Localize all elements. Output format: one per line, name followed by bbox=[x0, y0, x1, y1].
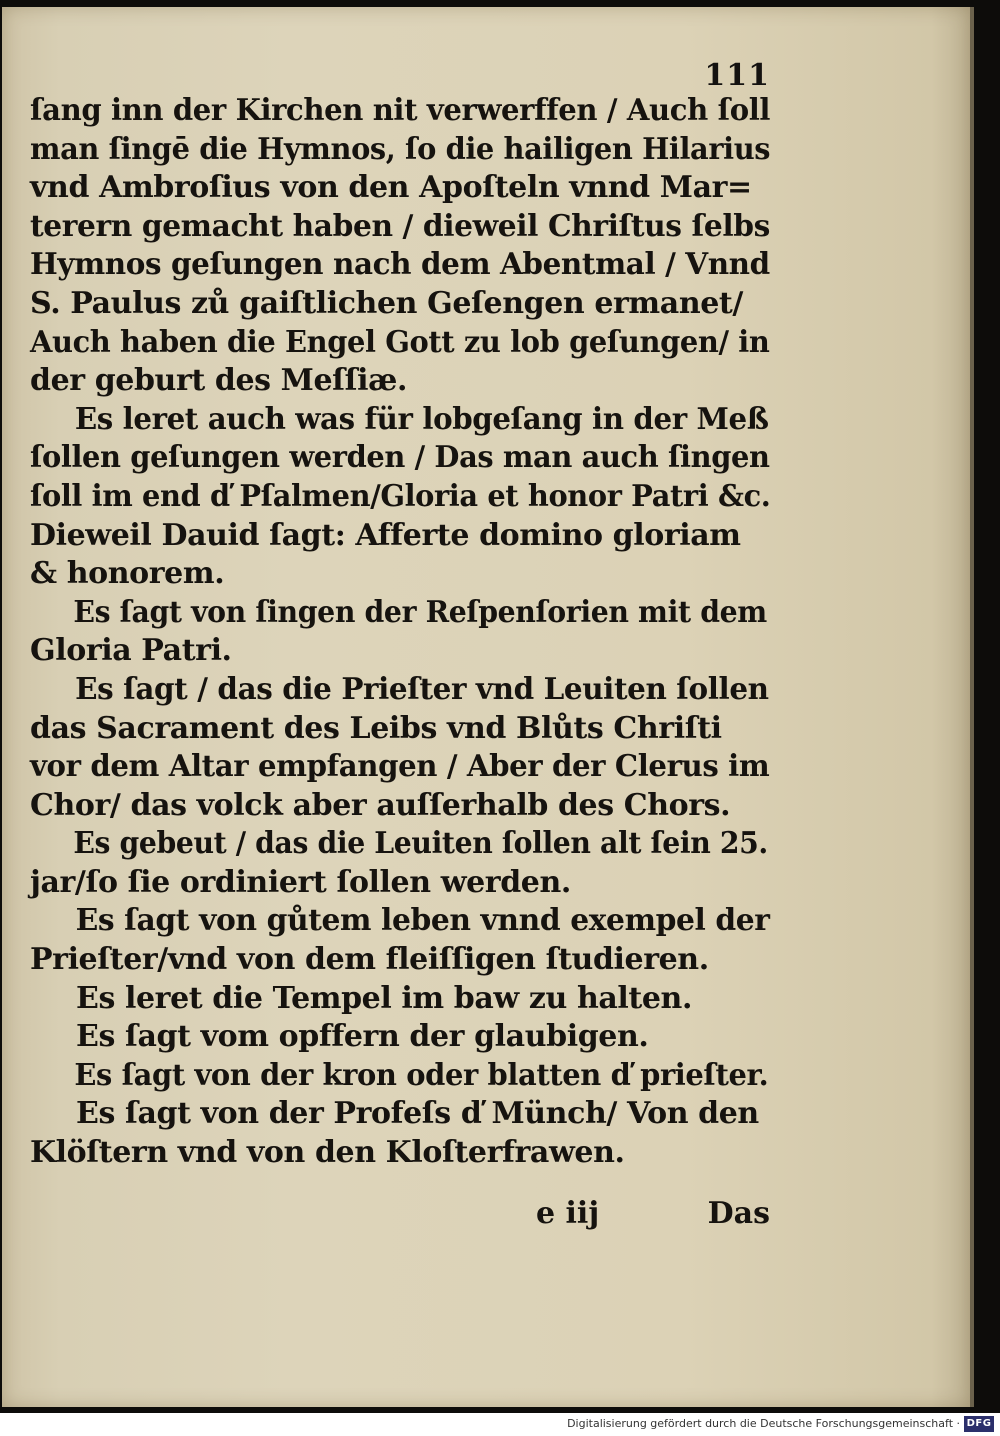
text-line: Es leret die Tempel im baw zu halten. bbox=[76, 980, 693, 1016]
text-line: Es ſagt / das die Prieſter vnd Leuiten ſollen bbox=[75, 671, 769, 707]
text-block bbox=[30, 92, 770, 1173]
page-footer bbox=[30, 1196, 770, 1236]
credit-text: Digitalisierung gefördert durch die Deutsche Forschungsgemeinschaft · bbox=[567, 1417, 960, 1430]
text-line: das Sacrament des Leibs vnd Blůts Chriſti bbox=[30, 710, 722, 746]
text-line: ſoll im end ď Pſalmen/Gloria et honor Patri &c. bbox=[30, 478, 771, 514]
signature-mark: e iij bbox=[536, 1196, 600, 1231]
text-line: Hymnos geſungen nach dem Abentmal / Vnnd bbox=[30, 247, 770, 283]
text-line: Es ſagt von ſingen der Reſpenſorien mit dem bbox=[73, 594, 767, 630]
credit-bar bbox=[0, 1413, 1000, 1436]
text-line: vnd Ambroſius von den Apoſteln vnnd Mar= bbox=[30, 170, 752, 206]
dfg-logo: DFG bbox=[964, 1416, 994, 1432]
text-line: Es leret auch was für lobgeſang in der Meß bbox=[74, 401, 769, 437]
text-line: jar/ſo ſie ordiniert ſollen werden. bbox=[30, 864, 571, 900]
text-line: Es ſagt von der Profeſs ď Münch/ Von den bbox=[76, 1096, 759, 1132]
text-line: Gloria Patri. bbox=[30, 633, 232, 669]
text-line: der geburt des Meſſiæ. bbox=[30, 363, 408, 399]
page-edge bbox=[970, 7, 974, 1407]
text-line: S. Paulus zů gaiſtlichen Geſengen ermanet/ bbox=[30, 285, 743, 321]
text-line: Es ſagt von gůtem leben vnnd exempel der bbox=[75, 903, 770, 939]
text-line: Auch haben die Engel Gott zu lob geſungen/ in bbox=[30, 324, 770, 360]
text-line: Es ſagt vom opffern der glaubigen. bbox=[76, 1019, 649, 1055]
text-line: man ſingē die Hymnos, ſo die hailigen Hilarius bbox=[30, 131, 771, 167]
text-line: Es ſagt von der kron oder blatten ď prieſter. bbox=[74, 1057, 769, 1093]
text-line: & honorem. bbox=[30, 556, 225, 592]
text-line: Es gebeut / das die Leuiten ſollen alt ſein 25. bbox=[73, 826, 768, 862]
text-line: Klöſtern vnd von den Kloſterfrawen. bbox=[30, 1135, 625, 1171]
text-line: terern gemacht haben / dieweil Chriſtus ſelbs bbox=[30, 208, 770, 244]
text-line: Prieſter/vnd von dem fleiſſigen ſtudieren. bbox=[30, 942, 709, 978]
text-line: ſang inn der Kirchen nit verwerffen / Auch ſoll bbox=[30, 93, 771, 128]
text-line: ſollen geſungen werden / Das man auch ſingen bbox=[30, 440, 770, 476]
text-line: vor dem Altar empfangen / Aber der Clerus im bbox=[30, 749, 770, 785]
catchword: Das bbox=[707, 1196, 770, 1231]
text-line: Dieweil Dauid ſagt: Afferte domino gloriam bbox=[30, 517, 741, 553]
text-line: Chor/ das volck aber auſſerhalb des Chors. bbox=[30, 787, 731, 823]
folio-number: 111 bbox=[704, 58, 770, 93]
